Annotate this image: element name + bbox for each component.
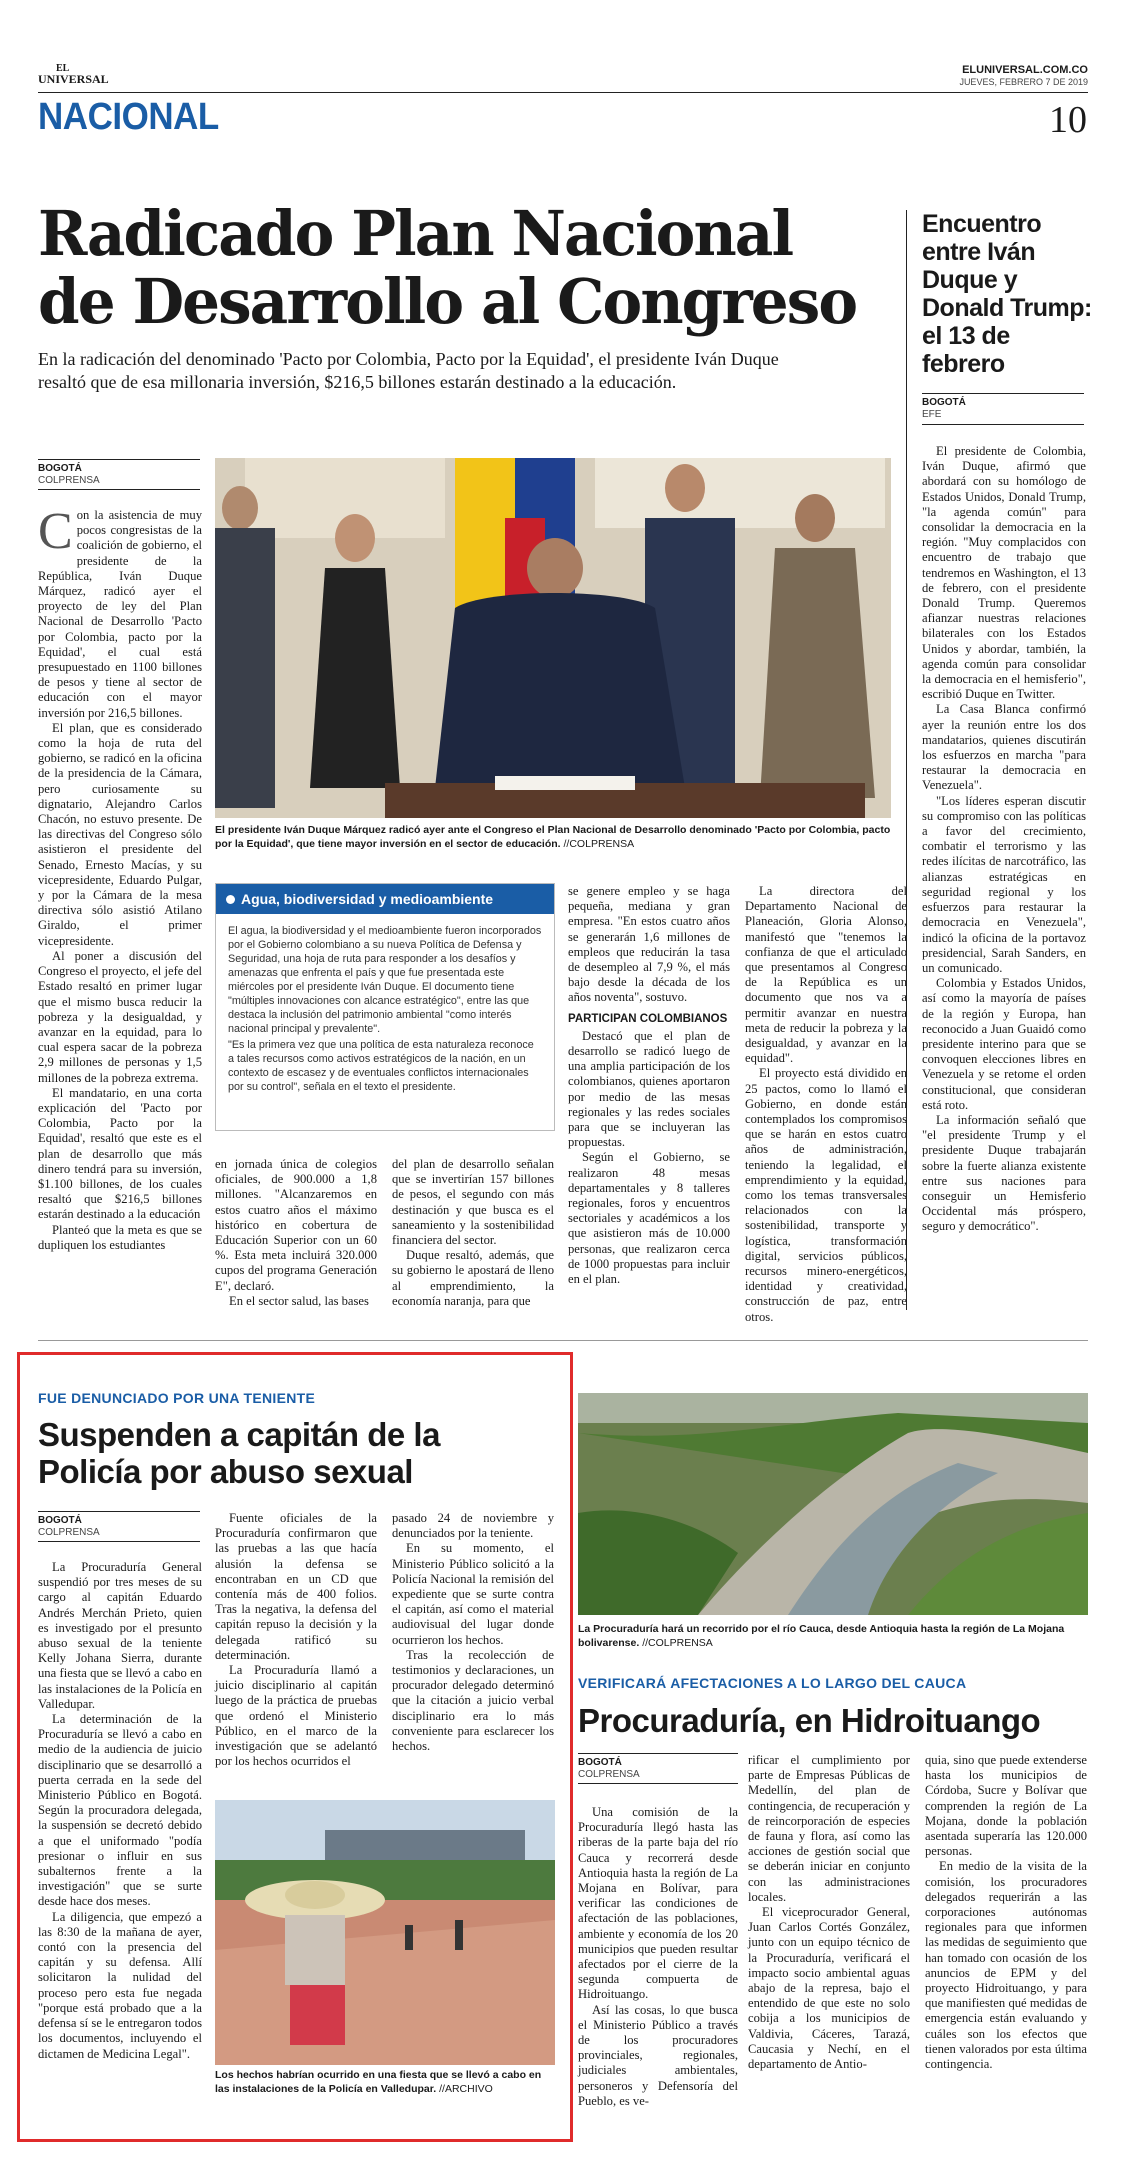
side-paragraph: El presidente de Colombia, Iván Duque, afirmó que abordará con su homólogo de Estados Unidos, Donald Trump, "la agenda común" para consolidar la democracia en la región. "Muy complacidos con encuentro de trabajo que tendremos en Washington, el 13 de febrero, con el presidente Donald Trump. Queremos afianzar nuestras relaciones bilaterales con los Estados Unidos y abordar, también, la agenda común para consolidar la democracia en el hemisferio", escribió Duque en Twitter. xyxy=(922,444,1086,702)
main-col4-p2: Según el Gobierno, se realizaron 48 mesas departamentales y 8 talleres regionales, foros y encuentros sectoriales y académicos a los que asistieron más de 10.000 personas, que realizaron cerca de 1000 propuestas para incluir en el plan. xyxy=(568,1150,730,1287)
police-col-3 xyxy=(392,1511,554,1754)
info-box-header xyxy=(216,884,554,914)
main-byline-agency: COLPRENSA xyxy=(38,475,100,486)
president-signing-photo xyxy=(215,458,891,818)
police-col3-p1: En su momento, el Ministerio Público solicitó a la Policía Nacional la remisión del expediente que se surte contra el capitán, así como el material audiovisual del lugar donde ocurrieron los hechos. xyxy=(392,1541,554,1647)
police-byline-agency: COLPRENSA xyxy=(38,1527,100,1538)
main-col1-p0: on la asistencia de muy pocos congresistas de la coalición de gobierno, el presidente de la República, Iván Duque Márquez, radicó ayer el proyecto de ley del Plan Nacional de Desarrollo 'Pacto por Colombia, pacto por la Equidad', el cual está presupuestado en 1100 billones de pesos y tiene al sector de educación con el mayor inversión por 216,5 billones. xyxy=(38,508,202,720)
main-caption-credit: //COLPRENSA xyxy=(563,838,635,850)
cauca-col1-p0: Una comisión de la Procuraduría llegó hasta las riberas de la parte baja del río Cauca y recorrerá desde Antioquia hasta la región de La Mojana en Bolívar, para verificar las condiciones de afectación de las poblaciones, ambiente y economía de los 20 municipios que pueden resultar afectados por el cierre de la segunda compuerta de Hidroituango. xyxy=(578,1805,738,2002)
cauca-photo-caption xyxy=(578,1622,1088,1650)
bullet-icon xyxy=(226,895,235,904)
side-byline-place: BOGOTÁ xyxy=(922,397,966,408)
main-col-2 xyxy=(215,1157,377,1309)
cauca-caption-text: La Procuraduría hará un recorrido por el río Cauca, desde Antioquia hasta la región de La Mojana bolivarense. xyxy=(578,1623,1065,1649)
cauca-col2-p1: El viceprocurador General, Juan Carlos Cortés González, junto con un equipo técnico de la Procuraduría, verificará el impacto socio ambiental aguas abajo de la represa, bajo el entendido de que este no solo cobija a los municipios de Valdivia, Cáceres, Tarazá, Caucasia y Nechí, en el departamento de Antio- xyxy=(748,1905,910,2072)
cauca-byline-rule xyxy=(578,1783,738,1784)
cauca-col3-p0: quia, sino que puede extenderse hasta los municipios de Córdoba, Sucre y Bolívar que comprenden la región de La Mojana, donde la población asentada superaría las 120.000 personas. xyxy=(925,1753,1087,1859)
valledupar-plaza-photo xyxy=(215,1800,555,2065)
police-col-2 xyxy=(215,1511,377,1769)
police-col2-p1: La Procuraduría llamó a juicio disciplinario al capitán luego de la práctica de pruebas que ordenó el Ministerio Público, en el marco de la investigación que se adelantó por los hechos ocurridos el xyxy=(215,1663,377,1769)
police-photo-caption xyxy=(215,2068,555,2096)
main-caption-text: El presidente Iván Duque Márquez radicó ayer ante el Congreso el Plan Nacional de Desarrollo denominado 'Pacto por Colombia, pacto por la Equidad', que tiene mayor inversión en el sector de educación. xyxy=(215,824,891,850)
police-kicker: FUE DENUNCIADO POR UNA TENIENTE xyxy=(38,1390,316,1406)
main-subhead: PARTICIPAN COLOMBIANOS xyxy=(568,1012,728,1025)
logo-line-1: EL xyxy=(56,63,70,74)
cauca-col-3 xyxy=(925,1753,1087,2072)
cauca-col-2 xyxy=(748,1753,910,2072)
main-col-5 xyxy=(745,884,907,1325)
side-byline-rule xyxy=(922,424,1084,425)
police-headline xyxy=(38,1416,558,1490)
main-col2-p1: En el sector salud, las bases xyxy=(229,1293,369,1308)
newspaper-logo xyxy=(38,64,109,84)
main-photo-caption xyxy=(215,823,891,851)
info-box-p0: El agua, la biodiversidad y el medioambiente fueron incorporados por el Gobierno colombiano a su nueva Política de Defensa y Seguridad, una hoja de ruta para responder a los desafíos y amenazas que enfrenta el país y que fue presentada este miércoles por el presidente Iván Duque. El documento tiene "múltiples innovaciones con alcance estratégico", entre las que destaca la inclusión del patrimonio ambiental "como interés nacional principal y prevalente". xyxy=(228,925,542,1035)
main-col3-p1: Duque resaltó, además, que su gobierno le apostará de lleno al emprendimiento, la economía naranja, para que xyxy=(392,1248,554,1308)
side-byline-agency: EFE xyxy=(922,409,942,420)
police-headline-line-2: Policía por abuso sexual xyxy=(38,1453,413,1490)
police-col1-p1: La determinación de la Procuraduría se llevó a cabo en medio de la audiencia de juicio disciplinario que se desarrolló a puerta cerrada en la sede del Ministerio Público en Bogotá. Según la procuradora delegada, la suspensión se decretó debido a que el uniformado "podía presionar o influir en sus subalternos frente a la investigación" que se surte desde hace dos meses. xyxy=(38,1712,202,1909)
police-col3-p0: pasado 24 de noviembre y denunciados por la teniente. xyxy=(392,1511,554,1541)
police-caption-text: Los hechos habrían ocurrido en una fiesta que se llevó a cabo en las instalaciones de la Policía en Valledupar. xyxy=(215,2069,542,2095)
main-headline-line-2: de Desarrollo al Congreso xyxy=(38,265,857,338)
police-caption-credit: //ARCHIVO xyxy=(439,2083,493,2095)
side-paragraph: Colombia y Estados Unidos, así como la mayoría de países de la región y Europa, han reconocido a Juan Guaidó como presidente interino para que se convoquen elecciones libres en Venezuela y se retome el orden constitucional, que consideran está roto. xyxy=(922,976,1086,1112)
police-byline-place: BOGOTÁ xyxy=(38,1515,82,1526)
cauca-headline: Procuraduría, en Hidroituango xyxy=(578,1702,1041,1739)
police-byline xyxy=(38,1511,200,1539)
main-byline-place: BOGOTÁ xyxy=(38,463,82,474)
cauca-col3-p1: En medio de la visita de la comisión, los procuradores delegados requerirán a las corporaciones autónomas regionales para que informen las medidas de seguimiento que han tomado con ocasión de los anuncios de EPM y del proyecto Hidroituango, y para que manifiesten qué medidas de emergencia están evaluando y cuáles son los efectos que tienen valorados por esta última contingencia. xyxy=(925,1859,1087,2072)
main-col1-p2: Al poner a discusión del Congreso el proyecto, el jefe del Estado resaltó en primer lugar que el mismo busca reducir la pobreza y la desigualdad, y avanzar en la equidad, para lo cual espera sacar de la pobreza 2,9 millones de personas y 1,5 millones de la pobreza extrema. xyxy=(38,948,202,1085)
police-photo xyxy=(215,1800,555,2065)
side-paragraph: La Casa Blanca confirmó ayer la reunión entre los dos mandatarios, quienes discutirán los esfuerzos en marcha "para restaurar la democracia en Venezuela". xyxy=(922,702,1086,793)
police-byline-rule xyxy=(38,1541,200,1542)
main-col5-p0: La directora del Departamento Nacional de Planeación, Gloria Alonso, manifestó que "tenemos la confianza de que el articulado que presentamos al Congreso de la República es un documento que nos va a permitir avanzar en nuestra meta de reducir la pobreza y la desigualdad, y avanzar en la equidad". xyxy=(745,884,907,1066)
main-col4-p0: se genere empleo y se haga pequeña, mediana y gran empresa. "En estos cuatro años se generarán 1,6 millones de empleos que reducirán la tasa de desempleo al 7,9 %, el más bajo desde la década de los años noventa", sostuvo. xyxy=(568,884,730,1005)
masthead-rule xyxy=(38,92,1088,93)
lower-divider xyxy=(38,1340,1088,1341)
main-col1-p1: El plan, que es considerado como la hoja de ruta del gobierno, se radicó en la oficina de la presidencia de la Cámara, pero curiosamente su dignatario, Alejandro Carlos Chacón, no estuvo presente. De las directivas del Congreso sólo asistieron el presidente del Senado, Ernesto Macías, y su vicepresidente, Eduardo Pulgar, y por la Cámara de la mesa directiva sólo asistió Atilano Giraldo, el primer vicepresidente. xyxy=(38,720,202,948)
main-col4-p1: Destacó que el plan de desarrollo se radicó luego de una amplia participación de los colombianos, quienes aportaron por medio de las mesas regionales y las redes sociales para que se incluyeran las propuestas. xyxy=(568,1028,730,1150)
police-col1-p0: La Procuraduría General suspendió por tres meses de su cargo al capitán Eduardo Andrés Merchán Prieto, quien es investigado por el presunto abuso sexual de la teniente Kelly Johana Sierra, durante una fiesta que se llevó a cabo en las instalaciones de la Policía en Valledupar. xyxy=(38,1560,202,1711)
side-story-body xyxy=(922,444,1086,1235)
logo-line-2: UNIVERSAL xyxy=(38,72,109,86)
side-headline: Encuentro entre Iván Duque y Donald Trump: el 13 de febrero xyxy=(922,210,1092,378)
police-col2-p0: Fuente oficiales de la Procuraduría confirmaron que las pruebas a las que hacía alusión la defensa se encontraban en un CD que contenía más de 400 folios. Tras la negativa, la defensa del capitán repuso la decisión y la delegada ratificó su determinación. xyxy=(215,1511,377,1662)
police-col-1 xyxy=(38,1560,202,2062)
info-box-p1: "Es la primera vez que una política de esta naturaleza reconoce a tales recursos como activos estratégicos de la nación, en un contexto de escasez y de eventuales conflictos internacionales por su control", señala en el texto el presidente. xyxy=(228,1039,534,1093)
main-deck: En la radicación del denominado 'Pacto por Colombia, Pacto por la Equidad', el presidente Iván Duque resaltó que de esa millonaria inversión, $216,5 billones estarán destinado a la educación. xyxy=(38,349,779,392)
main-photo xyxy=(215,458,891,818)
masthead xyxy=(38,62,1088,94)
main-col-3 xyxy=(392,1157,554,1309)
side-paragraph: "Los líderes esperan discutir su compromiso con las políticas a favor del crecimiento, combatir el terrorismo y las redes ilícitas de narcotráfico, las alianzas estratégicas en seguridad regional y los esfuerzos para restaurar la democracia en Venezuela", indicó la oficina de la portavoz presidencial, Sarah Sanders, en un comunicado. xyxy=(922,793,1086,975)
main-col3-p0: del plan de desarrollo señalan que se invertirían 157 billones de pesos, el segundo con más destinación y que busca es el saneamiento y la sostenibilidad financiera del sector. xyxy=(392,1157,554,1248)
main-col-4 xyxy=(568,884,730,1287)
police-col1-p2: La diligencia, que empezó a las 8:30 de la mañana de ayer, contó con la presencia del capitán y su defensa. Allí solicitaron la nulidad del proceso pero esta fue negada "porque está probado que a la defensa sí se le entregaron todos los documentos, incluyendo el dictamen de Medicina Legal". xyxy=(38,1909,202,2061)
info-box xyxy=(215,883,555,1131)
main-byline xyxy=(38,459,200,487)
main-first-paragraph xyxy=(38,503,202,721)
cauca-byline-place: BOGOTÁ xyxy=(578,1757,622,1768)
side-byline xyxy=(922,393,1084,421)
info-box-title: Agua, biodiversidad y medioambiente xyxy=(241,891,494,907)
cauca-photo xyxy=(578,1393,1088,1615)
cauca-col2-p0: rificar el cumplimiento por parte de Empresas Públicas de Medellín, del plan de contingencia, de recuperación y de reincorporación de especies de fauna y flora, así como las acciones de gestión social que se deberán iniciar en conjunto con las administraciones locales. xyxy=(748,1753,910,1904)
issue-date: JUEVES, FEBRERO 7 DE 2019 xyxy=(959,77,1088,87)
police-col3-p2: Tras la recolección de testimonios y declaraciones, un procurador delegado determinó que la citación a juicio verbal disciplinario era lo más conveniente para esclarecer los hechos. xyxy=(392,1647,554,1754)
main-col-1 xyxy=(38,503,202,1253)
main-byline-rule xyxy=(38,489,200,490)
river-cauca-aerial-photo xyxy=(578,1393,1088,1615)
site-url: ELUNIVERSAL.COM.CO xyxy=(962,64,1088,76)
side-paragraph: La información señaló que "el presidente Trump y el presidente Duque trabajarán sobre la fuerte alianza existente entre sus naciones para conseguir un Hemisferio Occidental más próspero, seguro y democrático". xyxy=(922,1112,1086,1234)
main-col1-p4: Planteó que la meta es que se dupliquen los estudiantes xyxy=(38,1222,202,1252)
cauca-byline-agency: COLPRENSA xyxy=(578,1769,640,1780)
main-col5-p1: El proyecto está dividido en 25 pactos, como lo llamó el Gobierno, en donde están contemplados los compromisos que se harán en estos cuatro años de administración, teniendo la legalidad, el emprendimiento y la equidad, como los temas transversales relacionados con la sostenibilidad, transporte y logística, transformación digital, servicios públicos, recursos minero-energéticos, identidad y creatividad, construcción de paz, entre otros. xyxy=(745,1066,907,1324)
police-headline-line-1: Suspenden a capitán de la xyxy=(38,1416,440,1453)
cauca-col1-p1: Así las cosas, lo que busca el Ministerio Público a través de los procuradores provinciales, regionales, judiciales ambientales, personeros y Defensoría del Pueblo, es ve- xyxy=(578,2002,738,2108)
section-title: NACIONAL xyxy=(38,96,219,138)
cauca-col-1 xyxy=(578,1805,738,2109)
main-headline-line-1: Radicado Plan Nacional xyxy=(38,197,793,270)
main-headline xyxy=(38,197,883,338)
info-box-body xyxy=(216,914,554,1104)
drop-cap: C xyxy=(38,503,73,560)
main-col2-p0: en jornada única de colegios oficiales, de 900.000 a 1,8 millones. "Alcanzaremos en estos cuatro años el máximo histórico en cobertura de Educación Superior con un 60 %. Esta meta incluirá 320.000 cupos del programa Generación E", declaró. xyxy=(215,1157,377,1293)
cauca-kicker: VERIFICARÁ AFECTACIONES A LO LARGO DEL CAUCA xyxy=(578,1675,967,1691)
cauca-byline xyxy=(578,1753,738,1781)
main-col1-p3: El mandatario, en una corta explicación del 'Pacto por Colombia, Pacto por la Equidad', resaltó que este es el plan de desarrollo que más dinero tendrá para su inversión, $1.100 billones, de los cuales resaltó que $216,5 billones estarán destinado a la educación xyxy=(38,1085,202,1222)
cauca-caption-credit: //COLPRENSA xyxy=(642,1637,713,1649)
page-number: 10 xyxy=(1049,99,1087,141)
